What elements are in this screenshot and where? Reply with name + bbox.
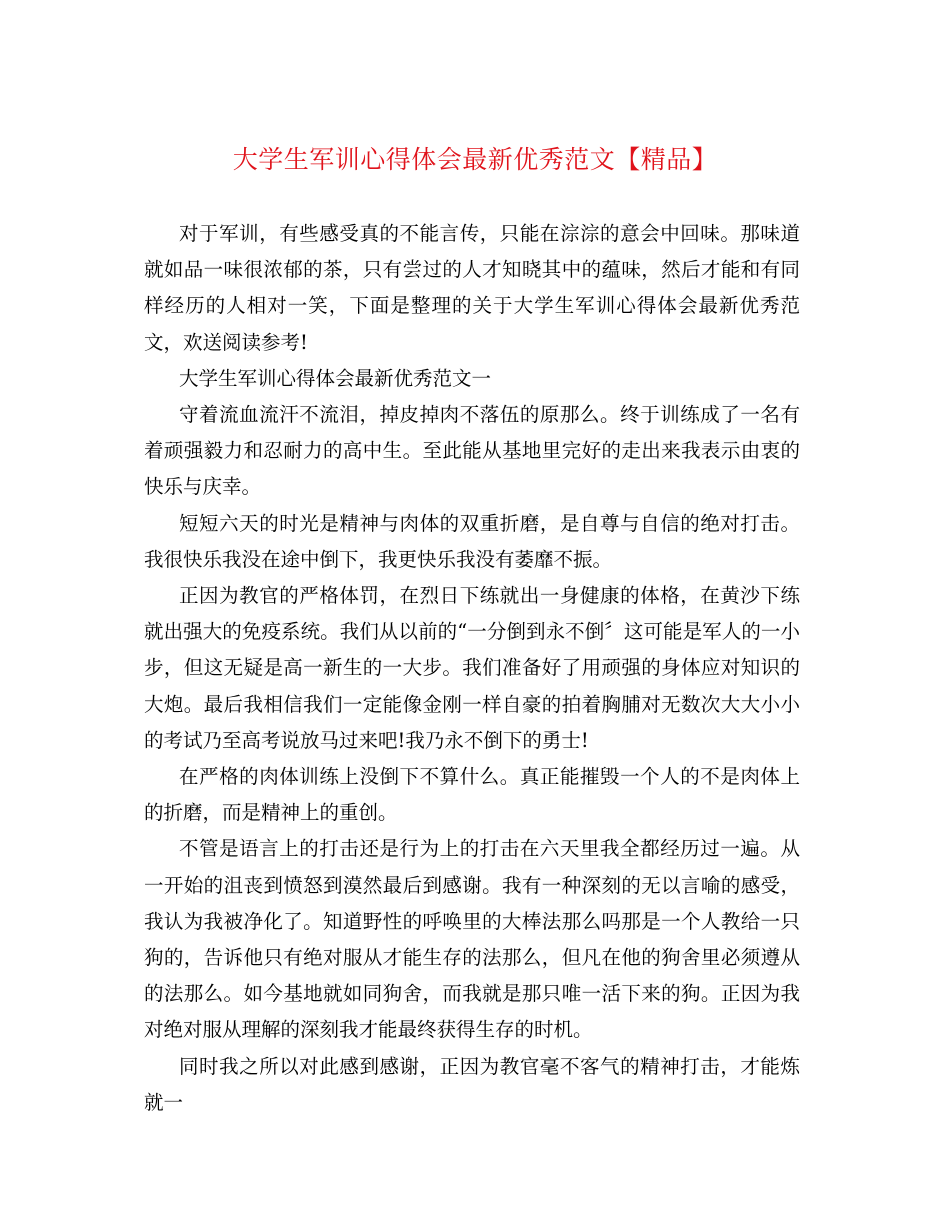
document-body bbox=[144, 216, 800, 1121]
paragraph: 同时我之所以对此感到感谢，正因为教官毫不客气的精神打击，才能炼就一 bbox=[144, 1054, 800, 1114]
paragraph: 不管是语言上的打击还是行为上的打击在六天里我全都经历过一遍。从一开始的沮丧到愤怒到漠然最后到感谢。我有一种深刻的无以言喻的感受，我认为我被净化了。知道野性的呼唤里的大棒法那么吗那是一个人教给一只狗的，告诉他只有绝对服从才能生存的法那么，但凡在他的狗舍里必须遵从的法那么。如今基地就如同狗舍，而我就是那只唯一活下来的狗。正因为我对绝对服从理解的深刻我才能最终获得生存的时机。 bbox=[144, 837, 800, 1042]
document-title: 大学生军训心得体会最新优秀范文【精品】 bbox=[232, 145, 718, 174]
paragraph: 对于军训，有些感受真的不能言传，只能在淙淙的意会中回味。那味道就如品一味很浓郁的茶，只有尝过的人才知晓其中的蕴味，然后才能和有同样经历的人相对一笑，下面是整理的关于大学生军训心得体会最新优秀范文，欢送阅读参考! bbox=[144, 222, 800, 354]
paragraph: 在严格的肉体训练上没倒下不算什么。真正能摧毁一个人的不是肉体上的折磨，而是精神上的重创。 bbox=[144, 765, 800, 825]
section-heading: 大学生军训心得体会最新优秀范文一 bbox=[179, 366, 492, 390]
paragraph: 短短六天的时光是精神与肉体的双重折磨，是自尊与自信的绝对打击。我很快乐我没在途中倒下，我更快乐我没有萎靡不振。 bbox=[144, 511, 800, 571]
paragraph: 正因为教官的严格体罚，在烈日下练就出一身健康的体格，在黄沙下练就出强大的免疫系统。我们从以前的“一分倒到永不倒〞这可能是军人的一小步，但这无疑是高一新生的一大步。我们准备好了用顽强的身体应对知识的大炮。最后我相信我们一定能像金刚一样自豪的拍着胸脯对无数次大大小小的考试乃至高考说放马过来吧!我乃永不倒下的勇士! bbox=[144, 584, 800, 752]
paragraph: 守着流血流汗不流泪，掉皮掉肉不落伍的原那么。终于训练成了一名有着顽强毅力和忍耐力的高中生。至此能从基地里完好的走出来我表示由衷的快乐与庆幸。 bbox=[144, 403, 800, 499]
